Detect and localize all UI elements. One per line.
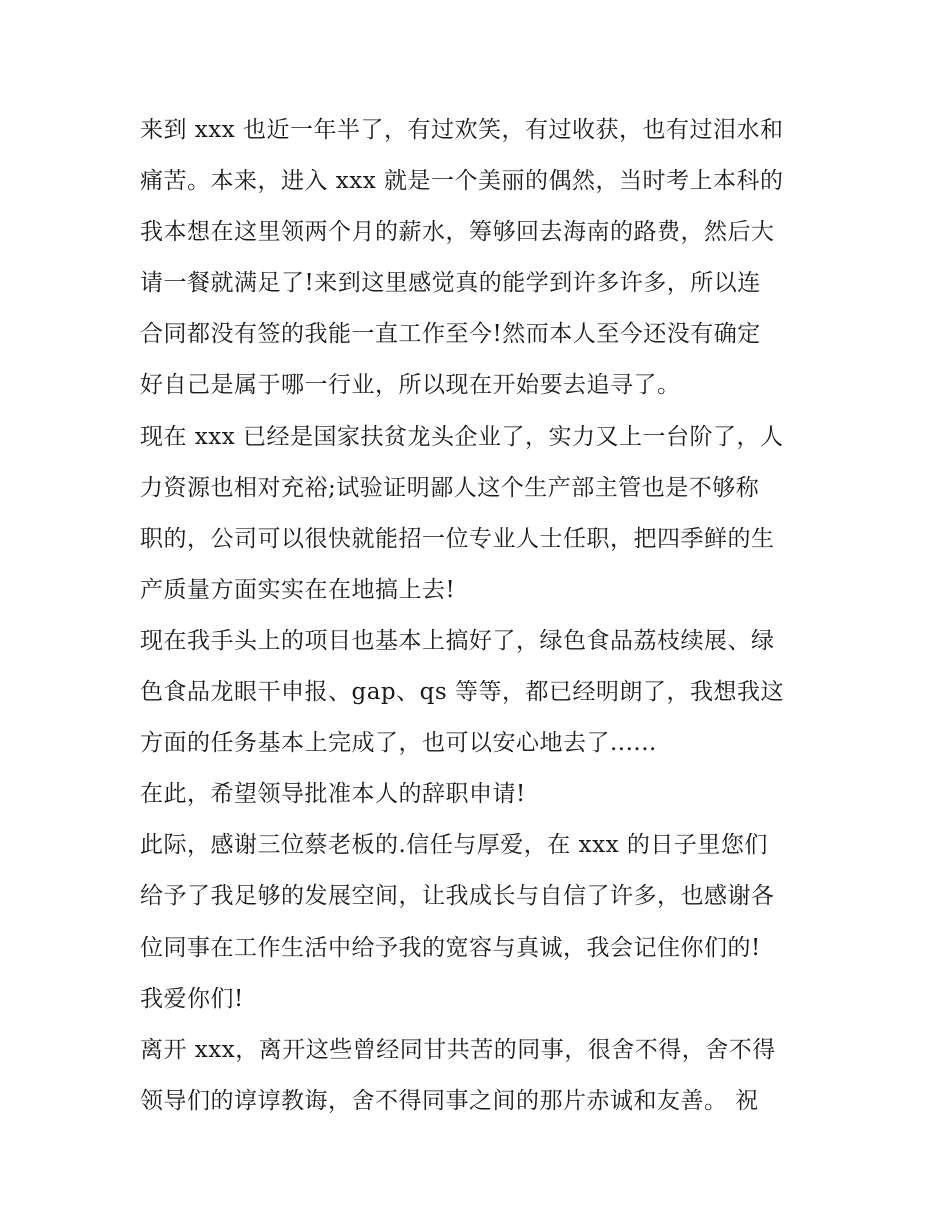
text-line: 领导们的谆谆教诲，舍不得同事之间的那片赤诚和友善。 祝 xyxy=(140,1087,759,1114)
text-line: 给予了我足够的发展空间，让我成长与自信了许多，也感谢各 xyxy=(140,883,775,910)
text-line: 我爱你们! xyxy=(140,985,244,1012)
text-line: 职的，公司可以很快就能招一位专业人士任职，把四季鲜的生 xyxy=(140,525,775,552)
text-line: 好自己是属于哪一行业，所以现在开始要去追寻了。 xyxy=(140,372,681,399)
text-line: 合同都没有签的我能一直工作至今!然而本人至今还没有确定 xyxy=(140,321,761,348)
text-line: 来到 xxx 也近一年半了，有过欢笑，有过收获，也有过泪水和 xyxy=(140,117,784,143)
text-line: 现在我手头上的项目也基本上搞好了，绿色食品荔枝续展、绿 xyxy=(140,627,775,654)
text-line: 请一餐就满足了!来到这里感觉真的能学到许多许多，所以连 xyxy=(140,270,761,297)
document-body xyxy=(140,105,820,1127)
text-line: 痛苦。本来，进入 xxx 就是一个美丽的偶然，当时考上本科的 xyxy=(140,168,784,195)
text-line: 此际，感谢三位蔡老板的.信任与厚爱，在 xxx 的日子里您们 xyxy=(140,832,768,859)
text-line: 位同事在工作生活中给予我的宽容与真诚，我会记住你们的! xyxy=(140,934,761,961)
text-line: 在此，希望领导批准本人的辞职申请! xyxy=(140,781,526,808)
text-line: 色食品龙眼干申报、gap、qs 等等，都已经明朗了，我想我这 xyxy=(140,679,784,706)
text-line: 现在 xxx 已经是国家扶贫龙头企业了，实力又上一台阶了，人 xyxy=(140,423,784,450)
text-line: 我本想在这里领两个月的薪水，筹够回去海南的路费，然后大 xyxy=(140,219,775,246)
text-line: 力资源也相对充裕;试验证明鄙人这个生产部主管也是不够称 xyxy=(140,474,760,501)
text-line: 方面的任务基本上完成了，也可以安心地去了...... xyxy=(140,730,657,757)
text-line: 离开 xxx，离开这些曾经同甘共苦的同事，很舍不得，舍不得 xyxy=(140,1036,776,1063)
text-line: 产质量方面实实在在地搞上去! xyxy=(140,576,456,603)
